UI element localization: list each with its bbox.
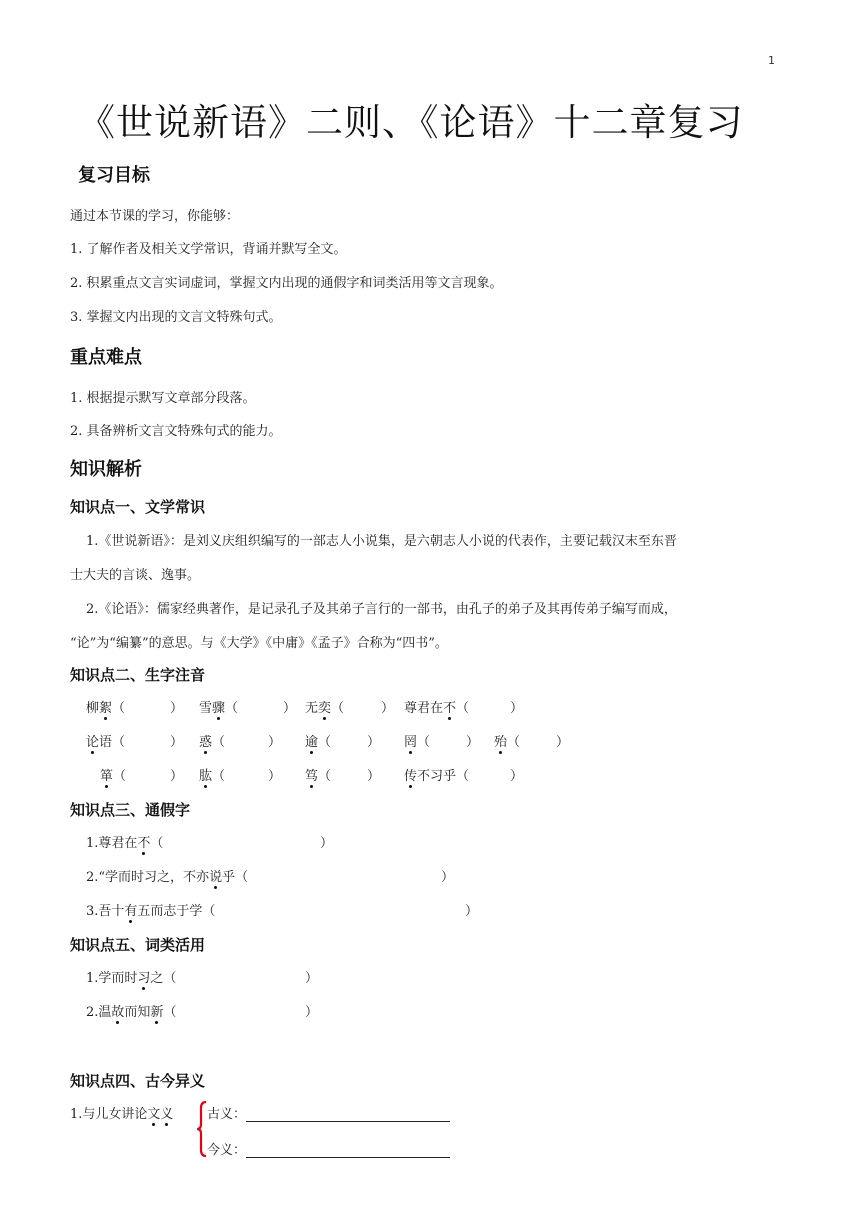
answer-paren: ）: [305, 1005, 319, 1020]
pinyin-item: 笃（: [305, 765, 331, 784]
answer-paren: ）: [170, 701, 184, 716]
difficulties-heading: 重点难点: [70, 347, 142, 368]
page-number: 1: [768, 54, 775, 67]
answer-paren: ）: [170, 735, 184, 750]
answer-paren: ）: [441, 870, 455, 885]
goals-intro: 通过本节课的学习，你能够：: [70, 209, 240, 224]
k1-paragraph-1: 1.《世说新语》：是刘义庆组织编写的一部志人小说集，是六朝志人小说的代表作，主要记载汉末至东晋: [86, 534, 677, 549]
answer-paren: ）: [556, 735, 570, 750]
k1-heading: 知识点一、文学常识: [70, 498, 206, 516]
pinyin-item: 殆（: [494, 731, 520, 750]
k1-paragraph-2-cont: “论”为“编纂”的意思。与《大学》《中庸》《孟子》合称为“四书”。: [70, 636, 448, 651]
answer-paren: ）: [268, 735, 282, 750]
answer-paren: ）: [320, 836, 334, 851]
pinyin-item: 罔（: [404, 731, 430, 750]
yiyi-item: 1.与儿女讲论文义: [70, 1103, 173, 1122]
k1-paragraph-1-cont: 士大夫的言谈、逸事。: [70, 568, 201, 583]
answer-paren: ）: [367, 769, 381, 784]
goal-item: 3. 掌握文内出现的文言文特殊句式。: [70, 310, 282, 325]
answer-paren: ）: [510, 701, 524, 716]
pinyin-item: 惑（: [199, 731, 225, 750]
answer-paren: ）: [381, 701, 395, 716]
answer-paren: ）: [283, 701, 297, 716]
pinyin-item: 传不习乎（: [404, 765, 469, 784]
answer-paren: ）: [170, 769, 184, 784]
goals-heading: 复习目标: [78, 165, 150, 186]
answer-paren: ）: [465, 904, 479, 919]
answer-paren: ）: [466, 735, 480, 750]
pinyin-item: 论语（: [86, 731, 125, 750]
ancient-meaning-label: 古义：: [207, 1107, 247, 1122]
k3-heading: 知识点三、通假字: [70, 801, 191, 819]
pinyin-item: 雪骤（: [199, 697, 238, 716]
modern-meaning-label: 今义：: [207, 1143, 247, 1158]
answer-paren: ）: [268, 769, 282, 784]
page-title: 《世说新语》二则、《论语》十二章复习: [78, 101, 744, 144]
difficulty-item: 1. 根据提示默写文章部分段落。: [70, 391, 256, 406]
k5-heading: 知识点五、词类活用: [70, 936, 206, 954]
difficulty-item: 2. 具备辨析文言文特殊句式的能力。: [70, 424, 282, 439]
answer-paren: ）: [305, 971, 319, 986]
tongjia-item: 2.“学而时习之，不亦说乎（: [86, 866, 248, 885]
huoyong-item: 2.温故而知新（: [86, 1001, 176, 1020]
goal-item: 1. 了解作者及相关文学常识，背诵并默写全文。: [70, 242, 347, 257]
pinyin-item: 肱（: [199, 765, 225, 784]
k4-heading: 知识点四、古今异义: [70, 1072, 206, 1090]
k1-paragraph-2: 2.《论语》：儒家经典著作，是记录孔子及其弟子言行的一部书，由孔子的弟子及其再传弟子编写而成，: [86, 602, 677, 617]
tongjia-item: 3.吾十有五而志于学（: [86, 900, 215, 919]
ancient-meaning-row: [207, 1103, 450, 1122]
answer-paren: ）: [510, 769, 524, 784]
modern-meaning-blank[interactable]: [246, 1143, 450, 1158]
pinyin-item: 逾（: [305, 731, 331, 750]
ancient-meaning-blank[interactable]: [246, 1107, 450, 1122]
k2-heading: 知识点二、生字注音: [70, 666, 206, 684]
pinyin-item: 无奕（: [305, 697, 344, 716]
huoyong-item: 1.学而时习之（: [86, 967, 176, 986]
pinyin-item: 箪（: [100, 765, 126, 784]
tongjia-item: 1.尊君在不（: [86, 832, 163, 851]
modern-meaning-row: [207, 1139, 450, 1158]
knowledge-heading: 知识解析: [70, 459, 142, 480]
goal-item: 2. 积累重点文言实词虚词，掌握文内出现的通假字和词类活用等文言现象。: [70, 276, 503, 291]
pinyin-item: 尊君在不（: [404, 697, 469, 716]
answer-paren: ）: [367, 735, 381, 750]
pinyin-item: 柳絮（: [86, 697, 125, 716]
